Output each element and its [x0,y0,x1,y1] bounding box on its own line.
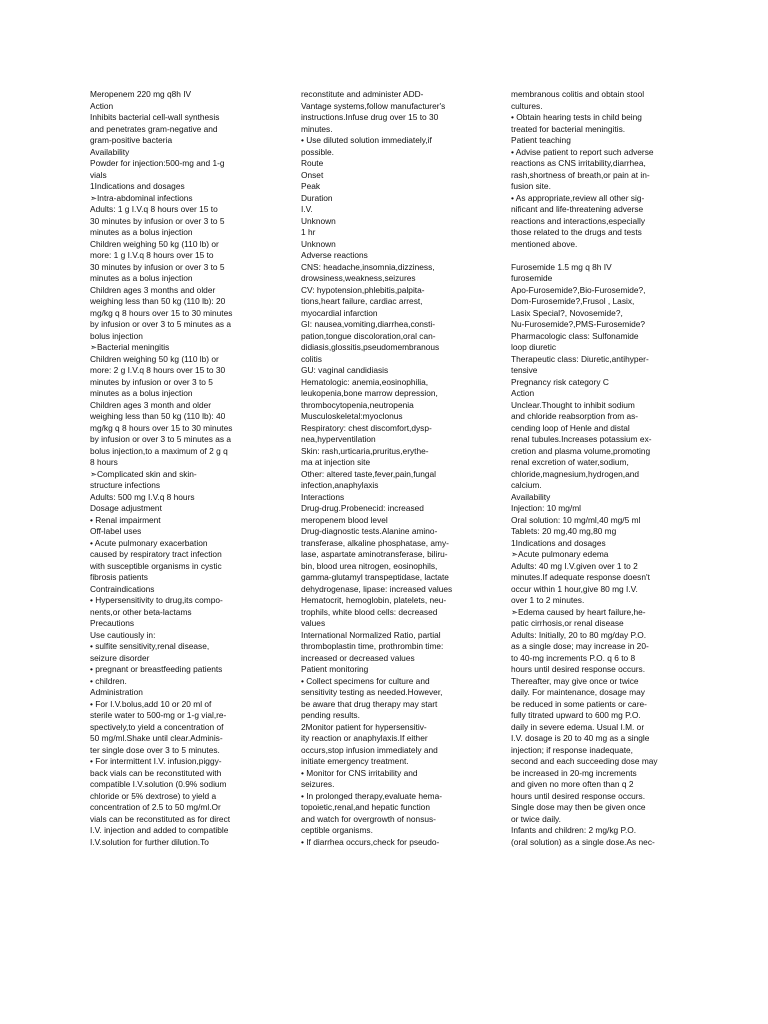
text-line: GI: nausea,vomiting,diarrhea,consti- [301,319,436,329]
text-line: minutes as a bolus injection [90,388,193,398]
text-line: Patient teaching [511,135,571,145]
text-line: more: 2 g I.V.q 8 hours over 15 to 30 [90,365,226,375]
text-line: International Normalized Ratio, partial [301,629,441,640]
text-line: thrombocytopenia,neutropenia [301,399,414,410]
text-line: bin, blood urea nitrogen, eosinophils, [301,560,438,571]
text-line: I.V.solution for further dilution.To [90,836,209,847]
text-line: chloride or 5% dextrose) to yield a [90,790,217,801]
text-line: Off-label uses [90,526,142,536]
text-line: CV: hypotension,phlebitis,palpita- [301,284,425,295]
text-line: seizure disorder [90,652,150,663]
text-line: • Hypersensitivity to drug,its compo- [90,595,223,605]
text-line: and chloride reabsorption from as- [511,411,639,421]
text-line: Tablets: 20 mg,40 mg,80 mg [511,526,617,536]
text-line: Pharmacologic class: Sulfonamide [511,330,639,341]
text-line: Musculoskeletal:myoclonus [301,411,403,421]
text-line: by infusion or over 3 to 5 minutes as a [90,319,231,329]
text-line: occur within 1 hour,give 80 mg I.V. [511,583,638,594]
text-line: Adverse reactions [301,250,368,260]
text-line: as a single dose; may increase in 20- [511,641,649,651]
text-line: cultures. [511,100,543,111]
text-line: • Collect specimens for culture and [301,675,430,686]
text-line: Interactions [301,491,345,502]
text-line: ity reaction or anaphylaxis.If either [301,733,428,743]
text-line: pation,tongue discoloration,oral can- [301,330,436,341]
text-line: vials [90,169,107,180]
text-line: fully titrated upward to 600 mg P.O. [511,710,641,720]
text-line: Injection: 10 mg/ml [511,503,582,513]
text-line: colitis [301,353,322,364]
text-line: Dom-Furosemide?,Frusol , Lasix, [511,296,635,306]
text-line: by infusion or over 3 to 5 minutes as a [90,434,231,444]
text-line: • Renal impairment [90,514,161,525]
text-line: Infants and children: 2 mg/kg P.O. [511,825,637,835]
text-column-1 [90,89,260,848]
text-line: ma at injection site [301,457,371,467]
text-line: Children weighing 50 kg (110 lb) or [90,353,219,364]
text-line: nificant and life-threatening adverse [511,204,644,214]
text-line: hours until desired response occurs. [511,664,646,674]
text-line: with susceptible organisms in cystic [90,560,222,571]
text-line: furosemide [511,273,553,283]
text-line: • Acute pulmonary exacerbation [90,537,208,548]
text-line: Skin: rash,urticaria,pruritus,erythe- [301,445,429,456]
text-line: ➣Complicated skin and skin- [90,468,197,479]
text-line: ceptible organisms. [301,825,373,835]
text-line: gamma-glutamyl transpeptidase, lactate [301,572,449,582]
text-line: Nu-Furosemide?,PMS-Furosemide? [511,319,646,329]
text-line: Precautions [90,618,135,628]
text-line: sensitivity testing as needed.However, [301,687,443,697]
text-line: didiasis,glossitis,pseudomembranous [301,342,440,352]
text-line: Vantage systems,follow manufacturer's [301,100,446,111]
text-line: Availability [511,491,551,502]
text-line: over 1 to 2 minutes. [511,595,585,605]
text-line: those related to the drugs and tests [511,227,642,237]
text-line: 30 minutes by infusion or over 3 to 5 [90,261,225,272]
text-line: cending loop of Henle and distal [511,422,630,433]
text-line: vials can be reconstituted as for direct [90,813,231,824]
text-line: transferase, alkaline phosphatase, amy- [301,537,449,548]
text-line: topoietic,renal,and hepatic function [301,802,430,812]
text-line: • Use diluted solution immediately,if [301,135,432,145]
text-column-2 [301,89,471,848]
text-line: increased or decreased values [301,652,415,663]
text-line: Children weighing 50 kg (110 lb) or [90,238,219,249]
text-line: renal tubules.Increases potassium ex- [511,434,652,444]
text-line: Thereafter, may give once or twice [511,675,639,686]
text-line: ➣Edema caused by heart failure,he- [511,606,646,617]
text-line: ➣Acute pulmonary edema [511,549,609,559]
text-line: • In prolonged therapy,evaluate hema- [301,790,442,801]
text-line: Adults: 40 mg I.V.given over 1 to 2 [511,560,638,571]
text-line: Hematocrit, hemoglobin, platelets, neu- [301,595,447,605]
text-line: mg/kg q 8 hours over 15 to 30 minutes [90,307,233,318]
text-line: Children ages 3 month and older [90,399,212,410]
text-line: • pregnant or breastfeeding patients [90,664,223,674]
text-line: Single dose may then be given once [511,802,646,812]
text-line: Adults: 1 g I.V.q 8 hours over 15 to [90,204,218,214]
text-line: • children. [90,675,127,686]
text-line: infection,anaphylaxis [301,480,379,490]
text-line: Action [511,388,535,398]
text-line: ter single dose over 3 to 5 minutes. [90,744,220,755]
text-line: • Monitor for CNS irritability and [301,767,418,778]
text-line: • For I.V.bolus,add 10 or 20 ml of [90,698,212,709]
text-line: Respiratory: chest discomfort,dysp- [301,422,432,433]
text-line: membranous colitis and obtain stool [511,89,645,99]
text-line: Therapeutic class: Diuretic,antihyper- [511,353,649,364]
text-line: back vials can be reconstituted with [90,767,222,778]
text-line: 1Indications and dosages [511,537,606,548]
text-line: chloride,magnesium,hydrogen,and [511,468,640,479]
text-line: daily in severe edema. Usual I.M. or [511,721,645,732]
text-line: I.V. injection and added to compatible [90,825,229,835]
text-line: loop diuretic [511,342,556,352]
text-line: • sulfite sensitivity,renal disease, [90,641,210,651]
text-line: bolus injection,to a maximum of 2 g q [90,445,228,456]
text-line: and watch for overgrowth of nonsus- [301,813,436,824]
blank-line [511,250,681,262]
text-line: 2Monitor patient for hypersensitiv- [301,721,427,732]
text-line: Oral solution: 10 mg/ml,40 mg/5 ml [511,514,641,525]
text-line: structure infections [90,480,161,490]
text-line: myocardial infarction [301,307,378,318]
text-line: patic cirrhosis,or renal disease [511,618,624,628]
text-line: minutes as a bolus injection [90,227,193,237]
text-line: Duration [301,192,333,203]
text-line: nea,hyperventilation [301,434,376,444]
text-line: minutes by infusion or over 3 to 5 [90,376,213,387]
text-line: thromboplastin time, prothrombin time: [301,641,444,651]
text-line: Drug-drug.Probenecid: increased [301,503,424,513]
text-line: values [301,618,326,628]
text-line: more: 1 g I.V.q 8 hours over 15 to [90,250,214,260]
text-line: minutes. [301,123,333,134]
text-line: Dosage adjustment [90,503,162,513]
text-line: be aware that drug therapy may start [301,698,438,709]
text-line: 1 hr [301,227,316,237]
text-line: concentration of 2.5 to 50 mg/ml.Or [90,802,221,812]
text-line: instructions.Infuse drug over 15 to 30 [301,112,439,122]
text-line: • Advise patient to report such adverse [511,146,654,157]
text-line: seizures. [301,779,335,789]
text-line: I.V. dosage is 20 to 40 mg as a single [511,733,650,743]
text-line: compatible I.V.solution (0.9% sodium [90,779,227,789]
text-line: Unknown [301,238,336,249]
text-line: Administration [90,687,143,697]
text-line: Meropenem 220 mg q8h IV [90,89,192,99]
text-line: minutes as a bolus injection [90,273,193,283]
text-line: renal excretion of water,sodium, [511,457,629,467]
text-line: fibrosis patients [90,572,148,582]
text-line: • As appropriate,review all other sig- [511,192,645,203]
text-line: Onset [301,169,324,180]
text-column-3 [511,89,681,848]
text-line: ➣Intra-abdominal infections [90,192,193,203]
text-line: sterile water to 500-mg or 1-g vial,re- [90,710,227,720]
text-line: weighing less than 50 kg (110 lb): 20 [90,296,226,306]
text-line: cretion and plasma volume,promoting [511,445,651,456]
text-line: lase, aspartate aminotransferase, biliru- [301,549,448,559]
text-line: daily. For maintenance, dosage may [511,687,645,697]
text-line: caused by respiratory tract infection [90,549,222,559]
text-line: weighing less than 50 kg (110 lb): 40 [90,411,226,421]
text-line: 8 hours [90,457,118,467]
text-line: nents,or other beta-lactams [90,606,192,617]
text-line: possible. [301,146,334,157]
text-line: 50 mg/ml.Shake until clear.Adminis- [90,733,223,743]
text-line: ➣Bacterial meningitis [90,342,170,352]
text-line: calcium. [511,480,542,490]
text-line: Furosemide 1.5 mg q 8h IV [511,261,612,272]
text-line: • For intermittent I.V. infusion,piggy- [90,756,222,766]
text-line: Unclear.Thought to inhibit sodium [511,399,635,410]
text-line: dehydrogenase, lipase: increased values [301,583,453,594]
text-line: be reduced in some patients or care- [511,698,647,709]
text-line: Availability [90,146,130,157]
text-line: Hematologic: anemia,eosinophilia, [301,376,429,387]
text-line: Apo-Furosemide?,Bio-Furosemide?, [511,284,646,295]
text-line: (oral solution) as a single dose.As nec- [511,836,655,847]
text-line: Inhibits bacterial cell-wall synthesis [90,112,220,122]
text-line: to 40-mg increments P.O. q 6 to 8 [511,652,636,663]
text-line: Lasix Special?, Novosemide?, [511,307,623,318]
text-line: spectively,to yield a concentration of [90,721,224,732]
text-line: Adults: 500 mg I.V.q 8 hours [90,491,195,502]
text-line: treated for bacterial meningitis. [511,123,626,134]
text-line: fusion site. [511,181,551,191]
text-line: Use cautiously in: [90,629,156,640]
text-line: Contraindications [90,583,155,594]
text-line: reactions and interactions,especially [511,215,646,226]
text-line: rash,shortness of breath,or pain at in- [511,169,650,180]
text-line: • Obtain hearing tests in child being [511,112,642,122]
text-line: minutes.If adequate response doesn't [511,572,650,582]
text-line: gram-positive bacteria [90,135,173,145]
text-line: Children ages 3 months and older [90,284,216,295]
text-line: pending results. [301,710,360,720]
text-line: 30 minutes by infusion or over 3 to 5 [90,215,225,226]
text-line: Patient monitoring [301,664,369,674]
text-line: meropenem blood level [301,514,388,525]
text-line: Peak [301,181,321,191]
text-line: or twice daily. [511,813,561,824]
text-line: reactions as CNS irritability,diarrhea, [511,158,646,168]
text-line: reconstitute and administer ADD- [301,89,424,99]
text-line: Action [90,100,114,111]
text-line: tions,heart failure, cardiac arrest, [301,296,423,306]
text-line: be increased in 20-mg increments [511,767,637,778]
text-line: bolus injection [90,330,143,341]
text-line: CNS: headache,insomnia,dizziness, [301,261,435,272]
text-line: hours until desired response occurs. [511,790,646,801]
text-line: Adults: Initially, 20 to 80 mg/day P.O. [511,629,647,640]
text-line: second and each succeeding dose may [511,756,658,766]
text-line: trophils, white blood cells: decreased [301,606,438,617]
text-line: mg/kg q 8 hours over 15 to 30 minutes [90,422,233,433]
text-line: and given no more often than q 2 [511,779,634,789]
text-line: Powder for injection:500-mg and 1-g [90,158,225,168]
text-line: Drug-diagnostic tests.Alanine amino- [301,526,438,536]
text-line: Route [301,158,324,168]
text-line: Pregnancy risk category C [511,376,609,387]
text-line: injection; if response inadequate, [511,744,633,755]
text-line: initiate emergency treatment. [301,756,409,766]
text-line: occurs,stop infusion immediately and [301,744,438,755]
text-line: drowsiness,weakness,seizures [301,273,416,283]
text-line: tensive [511,365,538,375]
text-line: 1Indications and dosages [90,181,185,191]
text-line: mentioned above. [511,238,578,249]
text-line: Unknown [301,215,336,226]
text-line: leukopenia,bone marrow depression, [301,388,438,398]
text-line: I.V. [301,204,313,214]
text-line: Other: altered taste,fever,pain,fungal [301,468,436,479]
text-line: and penetrates gram-negative and [90,123,218,134]
text-line: • If diarrhea occurs,check for pseudo- [301,836,440,847]
text-line: GU: vaginal candidiasis [301,365,389,375]
